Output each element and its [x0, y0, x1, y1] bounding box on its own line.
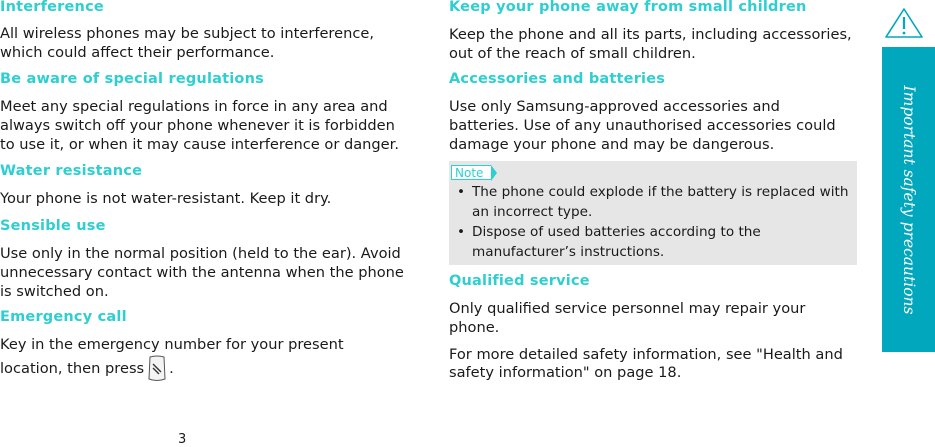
heading-emergency-call: Emergency call — [0, 309, 127, 325]
heading-water-resistance: Water resistance — [0, 163, 143, 179]
section-water-resistance — [0, 164, 412, 209]
bullet-icon: • — [457, 224, 466, 240]
emergency-call-suffix: . — [169, 359, 174, 377]
body-emergency-call — [0, 336, 380, 382]
note-tag — [451, 165, 491, 180]
end-key-icon — [147, 355, 167, 382]
body-interference: All wireless phones may be subject to interference, which could affect their performance. — [0, 25, 374, 61]
section-qualified-service — [449, 274, 859, 383]
heading-special-regulations: Be aware of special regulations — [0, 71, 264, 87]
note-item — [455, 222, 855, 262]
body-water-resistance: Your phone is not water-resistant. Keep it dry. — [0, 190, 332, 207]
note-item-text: Dispose of used batteries according to the manufacturer’s instructions. — [472, 224, 761, 260]
sidebar-title: Important safety precautions — [899, 85, 918, 314]
section-accessories — [449, 72, 859, 154]
note-list — [455, 182, 855, 262]
note-label: Note — [455, 166, 484, 180]
note-item — [455, 182, 855, 222]
note-item-text: The phone could explode if the battery is replaced with an incorrect type. — [472, 184, 849, 220]
sidebar-tab — [882, 47, 935, 352]
page-number: 3 — [178, 432, 187, 447]
section-emergency-call — [0, 310, 412, 382]
warning-triangle-icon — [884, 6, 924, 40]
heading-interference: Interference — [0, 0, 104, 15]
emergency-call-text: Key in the emergency number for your present location, then press — [0, 336, 344, 377]
body-special-regulations: Meet any special regulations in force in any area and always switch off your phone whenever it is forbidden to use it, or when it may cause interference or danger. — [0, 98, 399, 153]
section-interference — [0, 0, 412, 63]
bullet-icon: • — [457, 184, 466, 200]
section-special-regulations — [0, 72, 412, 154]
heading-small-children: Keep your phone away from small children — [449, 0, 807, 15]
section-sensible-use — [0, 219, 412, 301]
body-small-children: Keep the phone and all its parts, including accessories, out of the reach of small children. — [449, 26, 852, 62]
body-more-info: For more detailed safety information, see "Health and safety information" on page 18. — [449, 345, 843, 382]
body-accessories: Use only Samsung-approved accessories and batteries. Use of any unauthorised accessories could damage your phone and may be dangerous. — [449, 98, 836, 153]
body-qualified-service: Only qualified service personnel may repair your phone. — [449, 300, 806, 336]
section-small-children — [449, 0, 859, 64]
note-box — [449, 161, 857, 265]
heading-sensible-use: Sensible use — [0, 218, 106, 234]
body-sensible-use: Use only in the normal position (held to the ear). Avoid unnecessary contact with the antenna when the phone is switched on. — [0, 245, 404, 300]
heading-accessories: Accessories and batteries — [449, 71, 666, 87]
heading-qualified-service: Qualified service — [449, 273, 590, 289]
